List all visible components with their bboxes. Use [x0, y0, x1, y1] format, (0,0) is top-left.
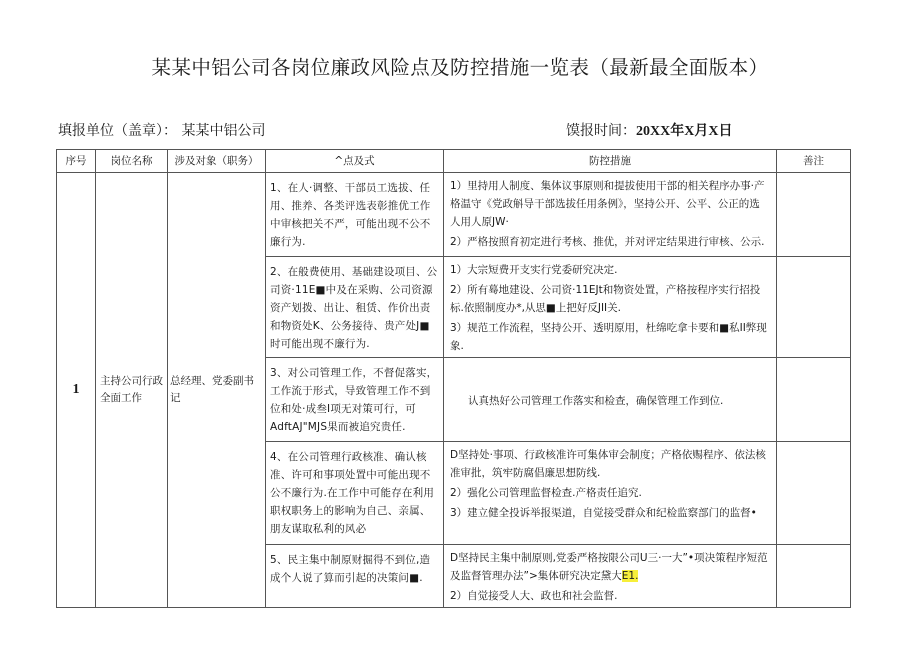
measure-text: D坚持民主集中制原则,党委严格按限公司U三·一大”•项决策程序短范及监督管理办法”>集体研究决定黛大	[450, 552, 768, 582]
remark-cell	[777, 257, 851, 358]
measure-item: 2）严格按照育初定进行考核、推优，并对评定结果进行审核、公示.	[450, 236, 765, 248]
page-title: 某某中铝公司各岗位廉政风险点及防控措施一览表（最新最全面版本）	[151, 56, 769, 79]
risk-cell: 2、在般费使用、基础建设项目、公司资·11E■中及在采购、公司资源资产划拨、出让、租赁、作价出责和物资处K、公务接待、贵产处J■时可能出现不廉行为.	[266, 257, 444, 358]
measure-item: 2）所有蓦地建设、公司资·11EJt和物资处置，产格按程序实行招投标.依照制度办*,从思■上把好反JII关.	[450, 284, 761, 314]
remark-cell	[777, 358, 851, 442]
risk-cell: 5、民主集中制原财掘得不到位,造成个人说了算而引起的决策问■.	[266, 545, 444, 608]
header-remarks: 善注	[777, 150, 851, 173]
measure-item: 2）强化公司管理监督检查.产格责任追究.	[450, 487, 642, 499]
measure-item: 3）建立健全投诉举报渠道，自觉接受群众和纪检监察部门的监督•	[450, 507, 757, 519]
measure-item: 3）规范工作流程，坚持公开、透明原用，杜绵吃拿卡要和■私II弊现象.	[450, 322, 767, 352]
remark-cell	[777, 545, 851, 608]
header-measures: 防控措施	[444, 150, 777, 173]
reporting-unit-label: 填报单位（盖章）：	[58, 123, 177, 139]
measure-item: 1）大宗短费开支实行党委研究决定.	[450, 264, 618, 276]
post-cell: 主持公司行政全面工作	[96, 173, 168, 608]
measure-cell	[444, 257, 777, 358]
header-seq: 序号	[57, 150, 96, 173]
risk-cell: 1、在人·调整、干部员工选拔、任用、推养、各类评选表彰推优工作中审核把关不严，可能出现不公不廉行为.	[266, 173, 444, 257]
measure-cell	[444, 545, 777, 608]
header-role: 涉及对象（职务）	[168, 150, 266, 173]
risk-cell: 3、对公司管理工作，不督促落实，工作流于形式，导致管理工作不到位和处·成叁I项无对策可行，可AdftAJ"MJS果而被追究贵任.	[266, 358, 444, 442]
highlighted-text: E1.	[621, 570, 639, 582]
measure-cell	[444, 358, 777, 442]
reporting-time-value: 20XX年X月X日	[636, 124, 733, 139]
measure-cell	[444, 442, 777, 545]
table-header-row	[57, 150, 851, 173]
role-cell: 总经理、党委副书记	[168, 173, 266, 608]
remark-cell	[777, 442, 851, 545]
remark-cell	[777, 173, 851, 257]
reporting-time-label: 馍报时间：	[566, 123, 636, 139]
reporting-unit	[58, 120, 265, 140]
measure-item	[450, 549, 770, 585]
seq-cell: 1	[57, 173, 96, 608]
measure-item: 认真热好公司管理工作落实和检查，确保管理工作到位.	[468, 394, 724, 407]
measure-item: 1）里持用人制度、集体议事原则和提拔使用干部的相关程序办事·产格温守《党政斛导干部选拔任用条例》，坚持公开、公平、公正的选人用人原JW·	[450, 180, 765, 228]
header-post: 岗位名称	[96, 150, 168, 173]
risk-cell: 4、在公司管理行政核准、确认核准、许可和事项处置中可能出现不公不廉行为.在工作中可能存在利用职权职务上的影响为自己、亲属、朋友谋取私利的风必	[266, 442, 444, 545]
header-risk: ^点及式	[266, 150, 444, 173]
table-row	[57, 173, 851, 257]
measure-item: D坚持处·事项、行政核准许可集体审会制度；产格依赐程序、依法核准审批，筑牢防腐倡廉思想防线.	[450, 449, 766, 479]
measure-cell	[444, 173, 777, 257]
measure-item: 2）自觉接受人大、政也和社会监督.	[450, 590, 618, 602]
risk-control-table	[56, 149, 851, 608]
reporting-time	[566, 120, 732, 140]
reporting-unit-value: 某某中铝公司	[181, 123, 266, 139]
